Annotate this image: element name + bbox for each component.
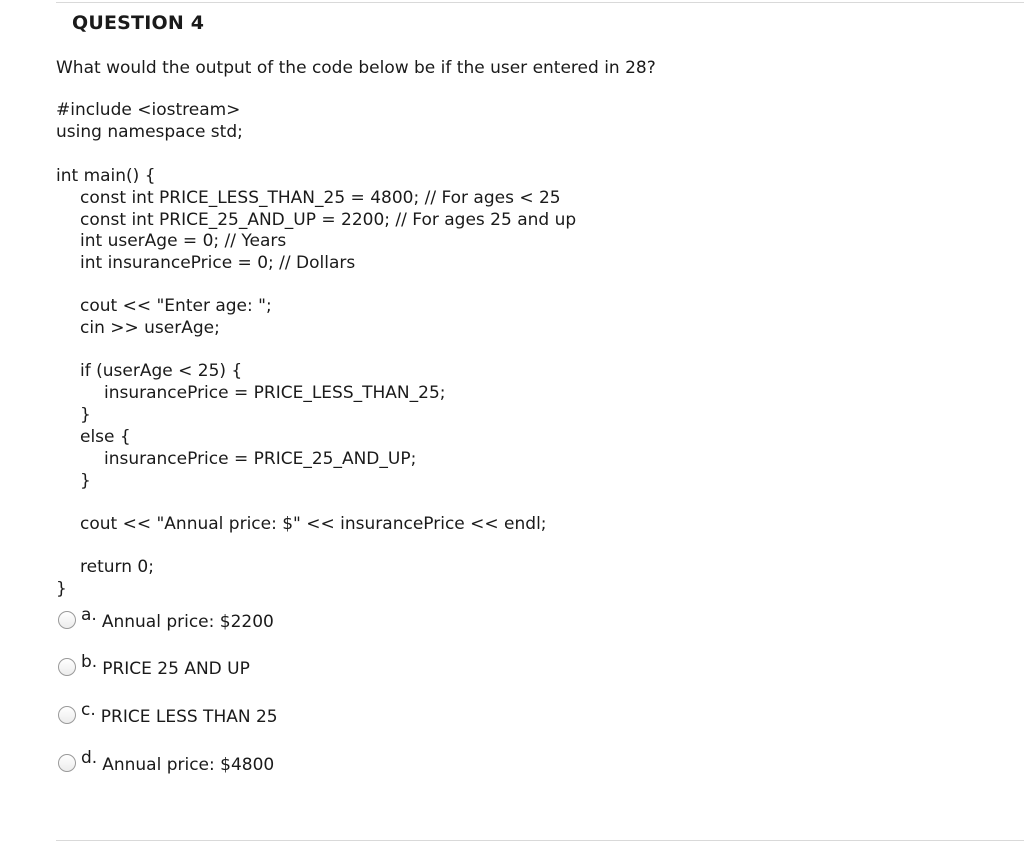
code-line-cout-result: cout << "Annual price: $" << insurancePrice << endl; (80, 514, 547, 534)
question-prompt: What would the output of the code below be if the user entered in 28? (56, 58, 656, 78)
question-header: QUESTION 4 (72, 12, 205, 34)
option-c[interactable] (58, 700, 278, 729)
code-line-if: if (userAge < 25) { (80, 361, 243, 381)
code-line-insurance-price: int insurancePrice = 0; // Dollars (80, 253, 356, 273)
option-label: PRICE 25 AND UP (102, 659, 250, 679)
option-letter: b. (81, 652, 98, 672)
code-line-main-open: int main() { (56, 166, 156, 186)
radio-button[interactable] (58, 754, 76, 772)
code-line-assign-less: insurancePrice = PRICE_LESS_THAN_25; (104, 383, 446, 403)
option-letter: c. (81, 700, 96, 720)
code-line-return: return 0; (80, 557, 154, 577)
option-label: Annual price: $2200 (101, 612, 274, 632)
radio-button[interactable] (58, 706, 76, 724)
code-line-main-close: } (56, 579, 67, 599)
code-line-const-up: const int PRICE_25_AND_UP = 2200; // For ages 25 and up (80, 210, 577, 230)
code-line-cin: cin >> userAge; (80, 318, 220, 338)
option-letter: a. (81, 605, 97, 625)
option-label: PRICE LESS THAN 25 (100, 707, 278, 727)
option-letter: d. (81, 748, 98, 768)
option-a[interactable] (58, 605, 274, 634)
code-line-close-if: } (80, 405, 91, 425)
code-line-assign-up: insurancePrice = PRICE_25_AND_UP; (104, 449, 417, 469)
bottom-divider (56, 840, 1024, 841)
code-line-namespace: using namespace std; (56, 122, 243, 142)
option-d[interactable] (58, 748, 275, 777)
radio-button[interactable] (58, 658, 76, 676)
code-line-close-else: } (80, 471, 91, 491)
option-label: Annual price: $4800 (102, 755, 275, 775)
code-line-include: #include <iostream> (56, 100, 241, 120)
option-b[interactable] (58, 652, 250, 681)
top-divider (56, 2, 1024, 3)
code-line-cout-prompt: cout << "Enter age: "; (80, 296, 272, 316)
code-line-const-less: const int PRICE_LESS_THAN_25 = 4800; // For ages < 25 (80, 188, 561, 208)
radio-button[interactable] (58, 611, 76, 629)
code-line-else: else { (80, 427, 131, 447)
code-line-user-age: int userAge = 0; // Years (80, 231, 287, 251)
